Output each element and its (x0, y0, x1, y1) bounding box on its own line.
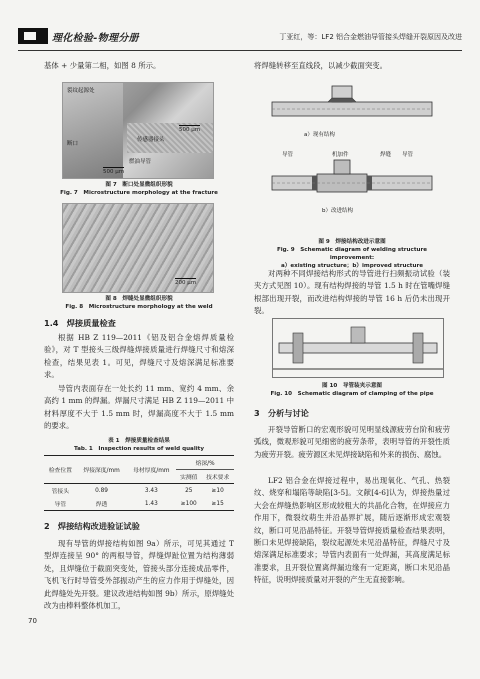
figure-9-diagram (262, 78, 442, 238)
figure-10-caption (254, 382, 450, 398)
section-2-heading: 2 焊接结构改进验证试验 (44, 521, 140, 531)
journal-logo-text: 理化检验-物理分册 (52, 33, 139, 44)
section-3-heading: 3 分析与讨论 (254, 408, 309, 418)
para-1-4a: 根据 HB Z 119—2011《铝及铝合金熔焊质量检验》，对 T 型接头三级焊缝焊接质量进行焊缝尺寸和熔深检查，结果见表 1。可见，焊缝尺寸及熔深满足标准要求。 (44, 333, 234, 380)
figure-9-caption (254, 238, 450, 270)
scale-bar-1: 500 μm (179, 127, 201, 133)
th-weld-depth: 焊接深度/mm (83, 468, 120, 474)
cell: 导管 (54, 502, 67, 508)
table-1-title-en: Tab. 1 Inspection results of weld quality (73, 446, 204, 452)
para-2: 现有导管的焊接结构如图 9a）所示，可见其通过 T 型焊连接呈 90° 的两根导管，焊缝焊趾位置为结构薄弱处，且焊缝位于截面突变处，管接头部分连接成品零件，飞机飞行时导管受外部振动产生的应力作用于焊缝处，因此焊缝处先开裂。建议改进结构如图 9b）所示，原焊缝处改为由棒料整体机加工， (44, 539, 234, 611)
fig9-sub-b: b）改进结构 (322, 208, 353, 214)
figure-9-caption-en2: a）existing structure；b）improved structure (280, 263, 423, 269)
th-measured: 实测值 (180, 475, 198, 481)
figure-7-caption-cn: 图 7 断口处显微组织形貌 (105, 182, 173, 188)
table-row (44, 497, 234, 511)
scale-bar-fig8: 200 μm (175, 280, 197, 286)
figure-8-caption-cn: 图 8 焊缝处显微组织形貌 (105, 296, 173, 302)
label-pipe: 导管 (282, 152, 294, 158)
cell: ≥15 (211, 500, 224, 507)
th-required: 技术要求 (206, 475, 230, 481)
label-weld: 焊缝 (380, 152, 392, 158)
figure-7-micrograph (62, 82, 214, 179)
intro-text: 基体 + 少量第二相，如图 8 所示。 (44, 61, 161, 70)
cell: 1.43 (144, 500, 158, 507)
para-1-4b: 导管内表面存在一处长约 11 mm、宽约 4 mm、余高约 1 mm 的焊漏。焊漏尺寸满足 HB Z 119—2011 中材料厚度不大于 1.5 mm 时，焊漏高度不大于 1.5 mm 的要求。 (44, 384, 234, 431)
label-crack-origin: 裂纹起源处 (67, 88, 95, 94)
th-part: 检查位置 (48, 468, 72, 474)
figure-8-caption-en: Fig. 8 Microstructure morphology at the weld (65, 304, 213, 310)
cell: 0.89 (95, 487, 108, 494)
table-row (44, 484, 234, 498)
th-penetration: 熔深/% (176, 456, 234, 470)
page-number: 70 (28, 617, 37, 625)
label-pipe-2: 导管 (402, 152, 414, 158)
cell: 管接头 (51, 489, 70, 495)
header-rule (18, 50, 462, 51)
journal-logo (18, 28, 158, 44)
cell: ≥10 (211, 487, 224, 494)
figure-8-caption (44, 295, 234, 311)
label-machined-part: 机加件 (332, 152, 349, 158)
table-1-title-cn: 表 1 焊接质量检查结果 (108, 438, 170, 444)
figure-10-caption-en: Fig. 10 Schematic diagram of clamping of the pipe (270, 391, 434, 397)
right-top-text: 将焊缝转移至直线段，以减少截面突变。 (254, 61, 388, 70)
figure-7-caption (44, 181, 234, 197)
para-3a: 开裂导管断口的宏观形貌可见明显线源疲劳台阶和疲劳弧线，微观形貌可见细密的疲劳条带，表明导管的开裂性质为疲劳开裂。疲劳源区未见焊接缺陷和外来的损伤、腐蚀。 (254, 425, 450, 459)
scale-bar-2: 500 μm (103, 169, 125, 175)
cell: 焊透 (95, 502, 108, 508)
cell: ≥100 (180, 500, 197, 507)
figure-9-svg (262, 78, 442, 238)
journal-logo-mark (18, 28, 48, 44)
cell: 25 (185, 487, 193, 494)
table-1 (44, 455, 234, 511)
para-fig9: 对两种不同焊接结构形式的导管进行扫频振动试验（装夹方式见图 10）。现有结构焊接的导管 1.5 h 时在管嘴焊缝根部出现开裂，而改进结构焊接的导管 16 h 后仍未出现开裂。 (254, 269, 450, 316)
cell: 3.43 (144, 487, 158, 494)
section-1-4-heading: 1.4 焊接质量检查 (44, 318, 116, 328)
running-title: 丁亚红，等：LF2 铝合金燃油导管接头焊缝开裂原因及改进 (279, 33, 462, 41)
label-fuel-pipe: 燃油导管 (129, 159, 152, 165)
fig9-sub-a: a）现有结构 (304, 132, 335, 138)
figure-9-caption-cn: 图 9 焊接结构改进示意图 (318, 239, 386, 245)
figure-10-diagram (272, 318, 444, 378)
fracture-region (63, 83, 123, 178)
th-thickness: 母材厚度/mm (133, 468, 170, 474)
figure-10-caption-cn: 图 10 导管装夹示意图 (321, 383, 383, 389)
para-3b: LF2 铝合金在焊接过程中，易出现氧化、气孔、热裂纹、烧穿和塌陷等缺陷[3-5]。文献[4-6]认为，焊接热量过大会在焊缝热影响区形成较粗大的共晶化合物，在焊接应力作用下，微裂纹萌生并沿晶界扩展，随后逐渐形成宏观裂纹，断口可见沿晶特征。开裂导管焊接质量检查结果表明，断口未见焊接缺陷，裂纹起源处未见沿晶特征，焊缝尺寸及熔深满足标准要求；导管内表面有一处焊漏，其高度满足标准要求，且开裂位置离焊漏边缘有一定距离，断口未见沿晶特征，说明焊接质量对开裂的产生无直接影响。 (254, 476, 450, 585)
table-1-title (44, 437, 234, 453)
figure-8-micrograph (62, 203, 214, 293)
label-fracture: 断口 (67, 141, 79, 147)
figure-10-svg (273, 319, 443, 377)
figure-7-caption-en: Fig. 7 Microstructure morphology at the fracture (60, 190, 218, 196)
figure-9-caption-en: Fig. 9 Schematic diagram of welding structure improvement: (276, 247, 428, 261)
label-sensor-joint: 传感器接头 (137, 137, 165, 143)
